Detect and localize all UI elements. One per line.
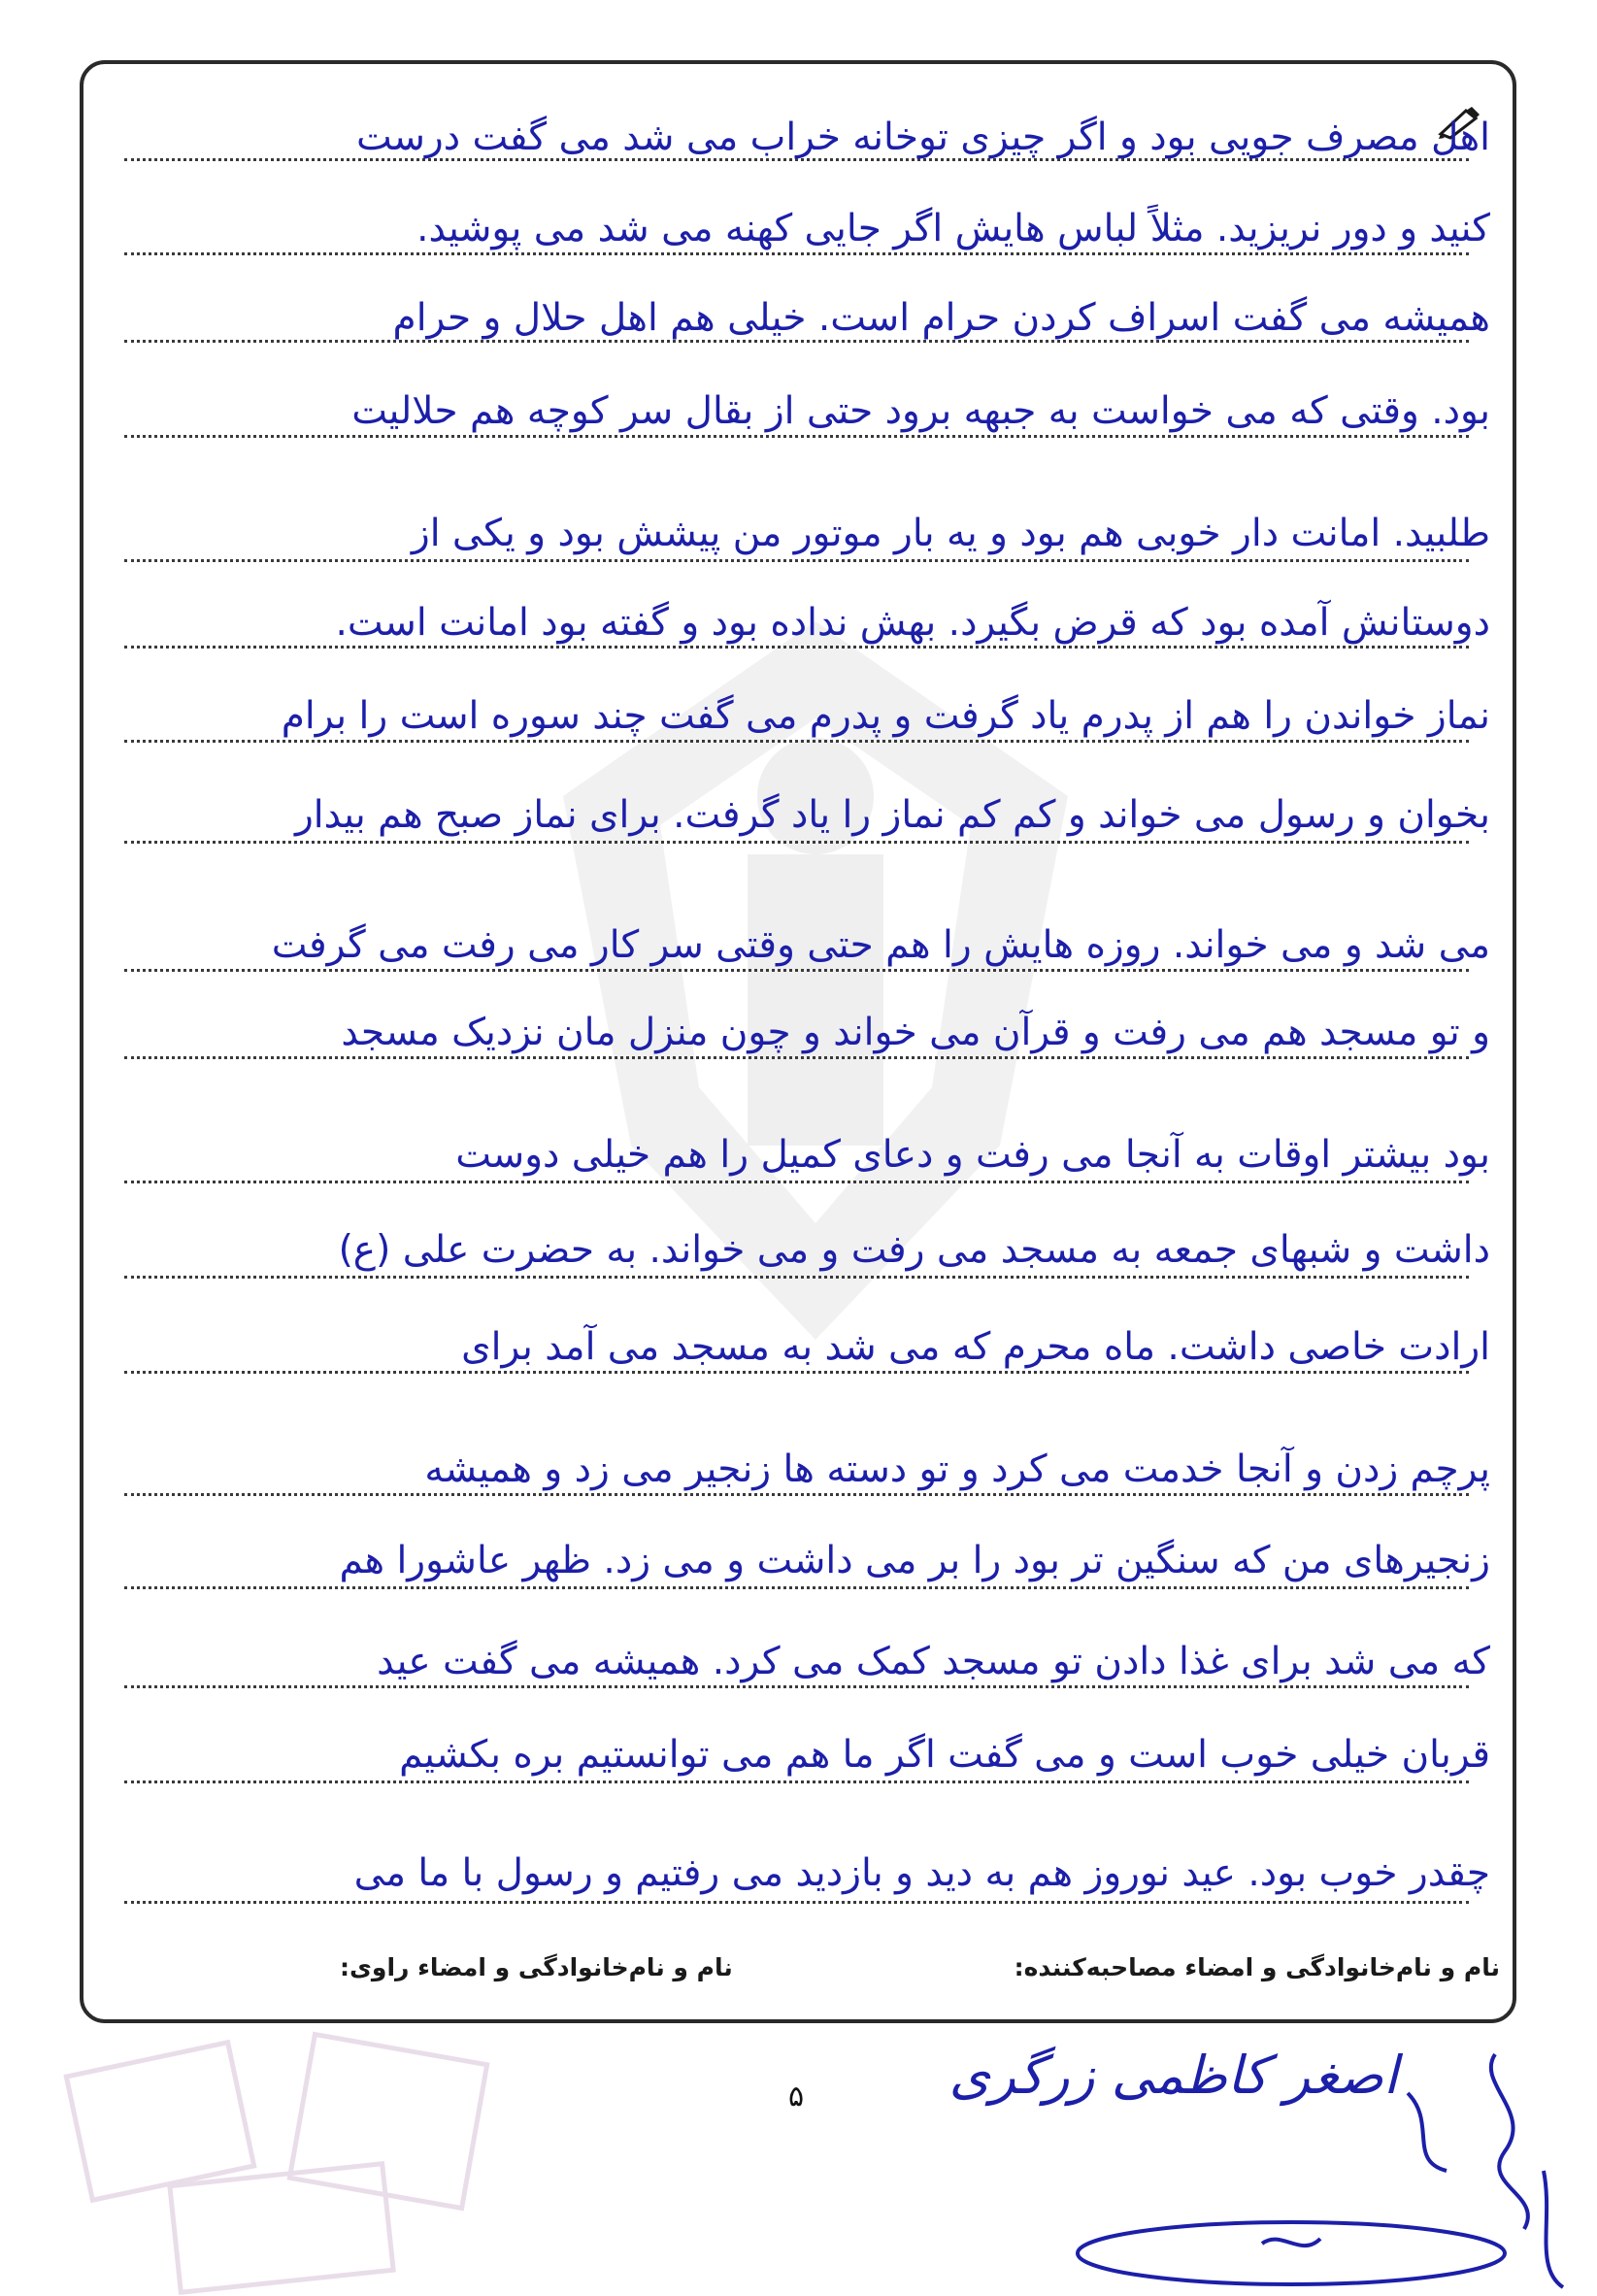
handwritten-line: همیشه می گفت اسراف کردن حرام است. خیلی هم اهل حلال و حرام (392, 296, 1490, 340)
signature-name: اصغر کاظمی زرگری (948, 2045, 1398, 2106)
handwritten-line: ارادت خاصی داشت. ماه محرم که می شد به مسجد می آمد برای (461, 1325, 1490, 1369)
handwritten-line: بود. وقتی که می خواست به جبهه برود حتی از بقال سر کوچه هم حلالیت (351, 389, 1490, 433)
handwritten-line: کنید و دور نریزید. مثلاً لباس هایش اگر جایی کهنه می شد می پوشید. (416, 207, 1490, 250)
handwritten-line: زنجیرهای من که سنگین تر بود را بر می داشت و می زد. ظهر عاشورا هم (339, 1539, 1490, 1582)
handwritten-line: چقدر خوب بود. عید نوروز هم به دید و بازدید می رفتیم و رسول با ما می (353, 1851, 1490, 1895)
handwritten-line: اهل مصرف جویی بود و اگر چیزی توخانه خراب می شد می گفت درست (355, 116, 1490, 159)
handwritten-line: بود بیشتر اوقات به آنجا می رفت و دعای کمیل را هم خیلی دوست (455, 1133, 1490, 1177)
handwritten-line: بخوان و رسول می خواند و کم کم نماز را یاد گرفت. برای نماز صبح هم بیدار (294, 793, 1490, 837)
handwritten-line: دوستانش آمده بود که قرض بگیرد. بهش نداده بود و گفته بود امانت است. (335, 601, 1490, 645)
handwritten-line: قربان خیلی خوب است و می گفت اگر ما هم می توانستیم بره بکشیم (399, 1733, 1490, 1777)
interviewer-signature-label: نام و نام‌خانوادگی و امضاء مصاحبه‌کننده: (1014, 1953, 1500, 1981)
handwritten-line: که می شد برای غذا دادن تو مسجد کمک می کرد. همیشه می گفت عید (377, 1640, 1490, 1683)
signature-area (948, 2025, 1592, 2296)
faded-stamp (58, 2019, 505, 2296)
handwritten-line: می شد و می خواند. روزه هایش را هم حتی وقتی سر کار می رفت می گرفت (271, 923, 1490, 967)
handwritten-line: داشت و شبهای جمعه به مسجد می رفت و می خواند. به حضرت علی (ع) (338, 1228, 1490, 1272)
signature-scribble (948, 2025, 1592, 2296)
handwritten-line: طلبید. امانت دار خوبی هم بود و یه بار موتور من پیشش بود و یکی از (411, 512, 1490, 555)
page-number: ۵ (788, 2080, 805, 2113)
handwritten-line: پرچم زدن و آنجا خدمت می کرد و تو دسته ها زنجیر می زد و همیشه (424, 1447, 1490, 1491)
handwritten-line: نماز خواندن را هم از پدرم یاد گرفت و پدرم می گفت چند سوره است را برام (281, 694, 1490, 738)
narrator-signature-label: نام و نام‌خانوادگی و امضاء راوی: (340, 1953, 733, 1981)
handwritten-line: و تو مسجد هم می رفت و قرآن می خواند و چون منزل مان نزدیک مسجد (341, 1011, 1490, 1054)
